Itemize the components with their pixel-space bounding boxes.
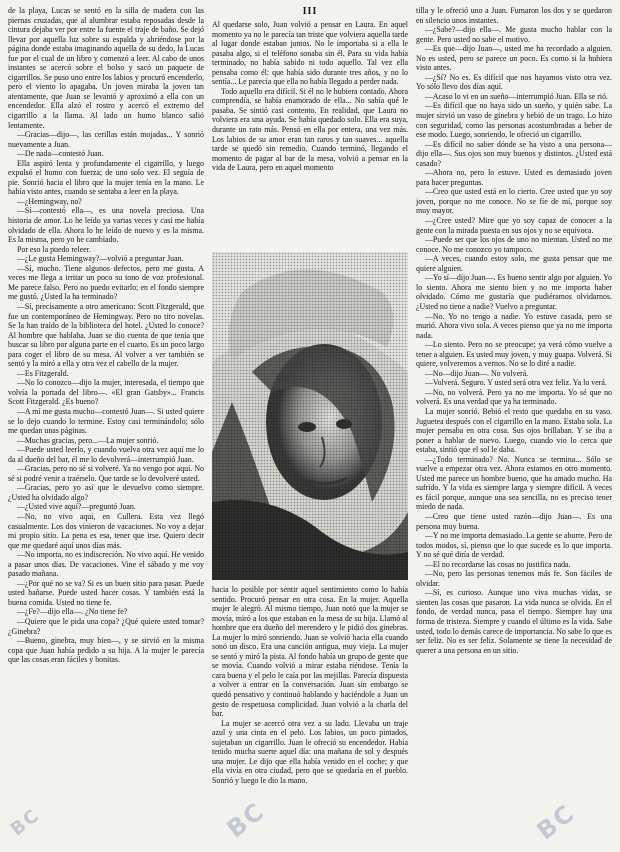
paragraph: —Sí, mucho. Tiene algunos defectos, pero me gusta. A veces me llega a irritar un poco su tono de voz profesional. Me parece falso. Pero no puedo evitarlo; en el fondo siempre me gustó. ¿Usted la ha terminado? xyxy=(8,263,204,302)
section-number: III xyxy=(302,6,318,17)
paragraph: —No, pero las personas tenemos más fe. Son fáciles de olvidar. xyxy=(416,569,612,588)
paragraph: —Gracias, pero yo así que le devuelvo como siempre. ¿Usted ha olvidado algo? xyxy=(8,483,204,502)
paragraph: hacia lo posible por sentir aquel sentimiento como lo había sentido. Procuró pensar en otra cosa. En la mujer. Aquella mujer le alegró. Al mismo tiempo, Juan notó que la mujer se movía, miró a los que estaban en la mesa de su hija. Llamó al hombre que era dueño del merendero y le pidió dos ginebras. La mujer lo miró sonriendo. Juan se volvió hacia ella cuando sonó un disco. Era una canción antigua, muy vieja. La mujer se sentó y miró la pista. Al fondo había un grupo de gente que se movía. Cuando volvió a mirar estaba riéndose. Tenía la cara buena y el pelo le caía por las mejillas. Parecía dispuesta a volver a entrar en la conversación. Juan sin embargo se quedó pensativo y continuó hablando y haciéndole a Juan un gesto de respetuosa complicidad. Juan volvió a la charla del bar. xyxy=(212,585,408,719)
paragraph: —Gracias, pero no sé si volveré. Ya no vengo por aquí. No sé si podré venir a traérselo. Que tarde se lo devolveré usted. xyxy=(8,464,204,483)
paragraph: —¿Cree usted? Mire que yo soy capaz de conocer a la gente con la mirada puesta en sus ojos y no se equivoca. xyxy=(416,216,612,235)
paragraph: —Creo que tiene usted razón—dijo Juan—. Es una persona muy buena. xyxy=(416,511,612,531)
paragraph: —Lo siento. Pero no se preocupe; ya verá cómo vuelve a tener a alguien. Es usted muy joven, y muy guapa. Volverá. Si quiere, volveremos a vernos. No se lo diré a nadie. xyxy=(416,340,612,369)
paragraph: —¿Sabe?—dijo ella—. Me gusta mucho hablar con la gente. Pero usted no sabe el motivo. xyxy=(416,25,612,44)
paragraph: —Volverá. Seguro. Y usted será otra vez feliz. Ya lo verá. xyxy=(425,378,607,388)
paragraph: —Acaso lo vi en un sueño—interrumpió Juan. Ella se rió. xyxy=(425,91,608,101)
text-column-right xyxy=(416,6,612,848)
paragraph: —No, no volverá. Pero ya no me importa. Yo sé que no volverá. Es una verdad que ya ha terminado. xyxy=(416,387,612,407)
paragraph: —Es que—dijo Juan—, usted me ha recordado a alguien. No es usted, pero se parece un poco. Es como si la hubiera visto antes. xyxy=(416,44,612,73)
watermark-stamp: BC xyxy=(221,796,271,844)
paragraph: —Gracias—dijo—, las cerillas están mojadas... Y sonrió nuevamente a Juan. xyxy=(8,130,204,149)
paragraph: —Es Fitzgerald. xyxy=(17,368,69,378)
paragraph: —A veces, cuando estoy solo, me gusta pensar que me quiere alguien. xyxy=(416,254,612,273)
halftone-photo xyxy=(212,252,408,580)
paragraph: —Puede ser que los ojos de uno no mientan. Usted no me conoce. No me conozco yo tampoco. xyxy=(416,235,612,254)
paragraph: —Ahora no, pero lo estuve. Usted es demasiado joven para hacer preguntas. xyxy=(416,168,612,187)
paragraph: —¿Sí? No es. Es difícil que nos hayamos visto otra vez. Yo sólo llevo dos días aquí. xyxy=(416,72,612,92)
paragraph: —Sí—contestó ella—, es una novela preciosa. Una historia de amor. Lo he leído ya varias veces y casi me había olvidado de ella. Ahora lo he leído de nuevo y es la misma. Es la misma, pero yo he cambiado. xyxy=(8,206,204,245)
paragraph: —Y no me importa demasiado. La gente se aburre. Pero de todos modos, sí, pienso que lo que sucede es lo que importa. Y no sé qué diría de verdad. xyxy=(416,531,612,560)
paragraph: —¿Todo terminado? No. Nunca se termina... Sólo se vuelve a empezar otra vez. Ahora estamos en otro momento. Usted me parece un hombre bueno, que ha amado mucho. Ha sufrido. Y la vida es siempre larga y siempre difícil. A veces es fácil porque, aunque una sea sencilla, no es preciso tener miedo de nada. xyxy=(416,454,612,512)
paragraph: tilla y le ofreció uno a Juan. Fumaron los dos y se quedaron en silencio unos instantes. xyxy=(416,6,612,25)
paragraph: Al quedarse solo, Juan volvió a pensar en Laura. En aquel momento ya no le parecía tan triste que volviera aquella tarde al lugar donde estaban juntos. No le importaba si a ella le pasaba algo, si el teléfono sonaba sin él. Para su vida había terminado, no había sabido ni todo aquello. Tal vez ella pensaba como él: que había sido durante tres años, y no lo sentía... Le parecía que ella no había llegado a perder nada. xyxy=(212,20,408,87)
paragraph: —Muchas gracias, pero...—La mujer sonrió. xyxy=(17,435,159,445)
paragraph: Por eso la puedo releer. xyxy=(17,244,91,254)
paragraph: —No. Yo no tengo a nadie. Yo estuve casada, pero se murió. Ahora vivo sola. A veces pienso que ya no me importa nada. xyxy=(416,311,612,340)
paragraph: —¿Hemingway, no? xyxy=(17,196,82,206)
paragraph: —Sí, precisamente a otro americano: Scott Fitzgerald, que fue un contemporáneo de Hemingway. Pero no tiro novelas. Se la han traído de la biblioteca del hotel. ¿Usted lo conoce? Al hombre que hablaba. Juan se dio cuenta de que tenía que buscar su libro por alguna parte en el cuarto. Es un poco largo para coger el libro de su mesa. Al volver a ver también se sentó y la miró a ella y otra vez el cabello de la mujer. xyxy=(8,301,204,369)
paragraph: —Yo sí—dijo Juan—. Es bueno sentir algo por alguien. Yo lo siento. Ahora me siento bien y no me importa haber olvidado. Cómo me gustaría que pudiéramos olvidarnos. ¿Usted no tiene a nadie? Vuelvo a preguntar. xyxy=(416,273,612,311)
paragraph: —Creo que usted está en lo cierto. Cree usted que yo soy joven, porque no me conoce. No se fíe de mí, porque soy muy mayor. xyxy=(416,187,612,216)
paragraph: —Es difícil no saber dónde se ha visto a una persona—dijo ella—. Sus ojos son muy buenos y distintos. ¿Usted está casado? xyxy=(416,139,612,168)
paragraph: Todo aquello era difícil. Si él no le hubiera contado. Ahora comprendía, se había enamorado de ella... No sabía qué le pasaba. Se sintió casi contento. En realidad, que Laura no volviera era una ayuda. Se había quedado solo. Ella era suya, durante un rato más. Pensó en ella por entera, una vez más. Los labios de su amor eran tan raros y tan suaves... aquella tarde se quedó sin remedio. Cuando terminó, llegando el momento de pagar al bar de la mesa, volvió a pensar en la vida de Laura, pero en aquel momento xyxy=(212,86,408,173)
paragraph: —No, no vivo aquí, en Cullera. Esta vez llegó casualmente. Los dos vinieron de vacaciones. No voy a dejar mi propio sitio. La pena es esa, tener que irse. Quiero decir que me quedaré aquí unos días más. xyxy=(8,511,204,550)
paragraph: —¿Le gusta Hemingway?—volvió a preguntar Juan. xyxy=(17,254,184,264)
paragraph: —El no recordarse las cosas no justifica nada. xyxy=(425,559,571,569)
paragraph: —De nada—contestó Juan. xyxy=(17,149,104,159)
paragraph: —Bueno, ginebra, muy bien—, y se sirvió en la misma copa que Juan había pedido a su hija. A la mujer le parecía que las cosas eran fáciles y bonitas. xyxy=(8,636,204,665)
paragraph: Ella aspiró lenta y profundamente el cigarrillo, y luego expulsó el humo con fuerza; de uno solo vez. El seguía de pie. Sonrió hacia el libro que la mujer tenía en la mano. Le había visto antes, cuando se sentaba a leer en la playa. xyxy=(8,158,204,197)
paragraph: —¿Fe?—dijo ella—. ¿No tiene fe? xyxy=(17,607,128,617)
watermark-stamp: BC xyxy=(6,804,45,841)
text-column-middle-top xyxy=(212,6,408,251)
paragraph: —Sí, es curioso. Aunque uno viva muchas vidas, se sienten las cosas que pasaron. La vida nunca se olvida. En el fondo, de verdad nunca, pasa el tiempo. Siempre hay una forma de tristeza. Siempre y cuando el último es la vida. Sabe usted, todo lo demás carece de importancia. No sabe lo que es ser feliz. No es ser feliz. Solamente se tiene la necesidad de querer a una persona en un sitio. xyxy=(416,588,612,655)
paragraph: —Quiere que le pida una copa? ¿Qué quiere usted tomar? ¿Ginebra? xyxy=(8,617,204,636)
watermark-stamp: BC xyxy=(531,798,581,846)
paragraph: La mujer sonrió. Bebió el resto que quedaba en su vaso. Juguetea después con el cigarrillo en la mano. Estaba sola. La mujer pensaba en otra cosa. Sus ojos brillaban. Y se iba a poner a hablar de nuevo. Luego, cuando vio lo cerca que estaba, sintió que el sol le daba. xyxy=(416,406,612,455)
paragraph: —No—dijo Juan—. No volverá. xyxy=(425,368,529,378)
paragraph: —Puede usted leerlo, y cuando vuelva otra vez aquí me lo da al dueño del bar, él me lo devolverá—interrumpió Juan. xyxy=(8,445,204,464)
text-column-middle-top-body xyxy=(212,20,408,173)
paragraph: —¿Por qué no se va? Si es un buen sitio para pasar. Puede usted bañarse. Puede usted hacer cosas. Y también está la buena comida. Usted no tiene fe. xyxy=(8,578,204,607)
paragraph: —Es difícil que no haya sido un sueño, y quién sabe. La mujer sirvió un vaso de ginebra y bebió de un trago. Lo hizo con seguridad, como las personas acostumbradas a beber de ese modo. Luego, sonriendo, le ofreció un cigarrillo. xyxy=(416,101,612,140)
paragraph: —No importa, no es indiscreción. No vivo aquí. He venido a pasar unos días. De vacaciones. Vine el sábado y me voy pasado mañana. xyxy=(8,550,204,579)
paragraph: —No lo conozco—dijo la mujer, interesada, el tiempo que volvía la portada del libro—. «El gran Gatsby»... Francis Scott Fitzgerald. ¿Es bueno? xyxy=(8,378,204,407)
paragraph: La mujer se acercó otra vez a su lado. Llevaba un traje azul y una cinta en el pelo. Los labios, un poco pintados, sujetaban un cigarrillo. Juan le ofreció su encendedor. Había tenido mucha suerte aquel día: una mañana de sol y después una mujer. Le dijo que ella había venido en el coche; y que ella vivía en otra ciudad, pero que se quedaría en el pueblo. Sonrió y luego le dio la mano. xyxy=(212,718,408,785)
text-column-left xyxy=(8,6,204,848)
paragraph: —A mí me gusta mucho—contestó Juan—. Si usted quiere se lo dejo cuando lo termine. Estoy casi terminándolo; sólo me quedan unas páginas. xyxy=(8,406,204,436)
paragraph: —¿Usted vive aquí?—preguntó Juan. xyxy=(17,502,136,512)
paragraph: de la playa, Lucas se sentó en la silla de madera con las piernas cruzadas, que al alumbrar estaba reposadas desde la cintura dejaba ver por entre la fuente el traje de baño. Se dejó llevar por aquella luz sobre su espalda y abriéndose por la página donde estaba imaginando aquella de su dedo, la Lucas fue por el cual de un libro y comenzó a leer. Al cabo de unos instantes se acercó sobre el bolso y sacó un paquete de cigarrillos. Se puso uno entre los labios y procuró encenderlo, pero el viento lo apagaba. Un joven miraba la joven tan atentamente, que Juan se levantó y aproximó a ella con un encendedor. Ella alzó el rostro y acercó el extremo del cigarrillo a la llama. Al lado un humo blanco salió lentamente. xyxy=(8,6,204,130)
